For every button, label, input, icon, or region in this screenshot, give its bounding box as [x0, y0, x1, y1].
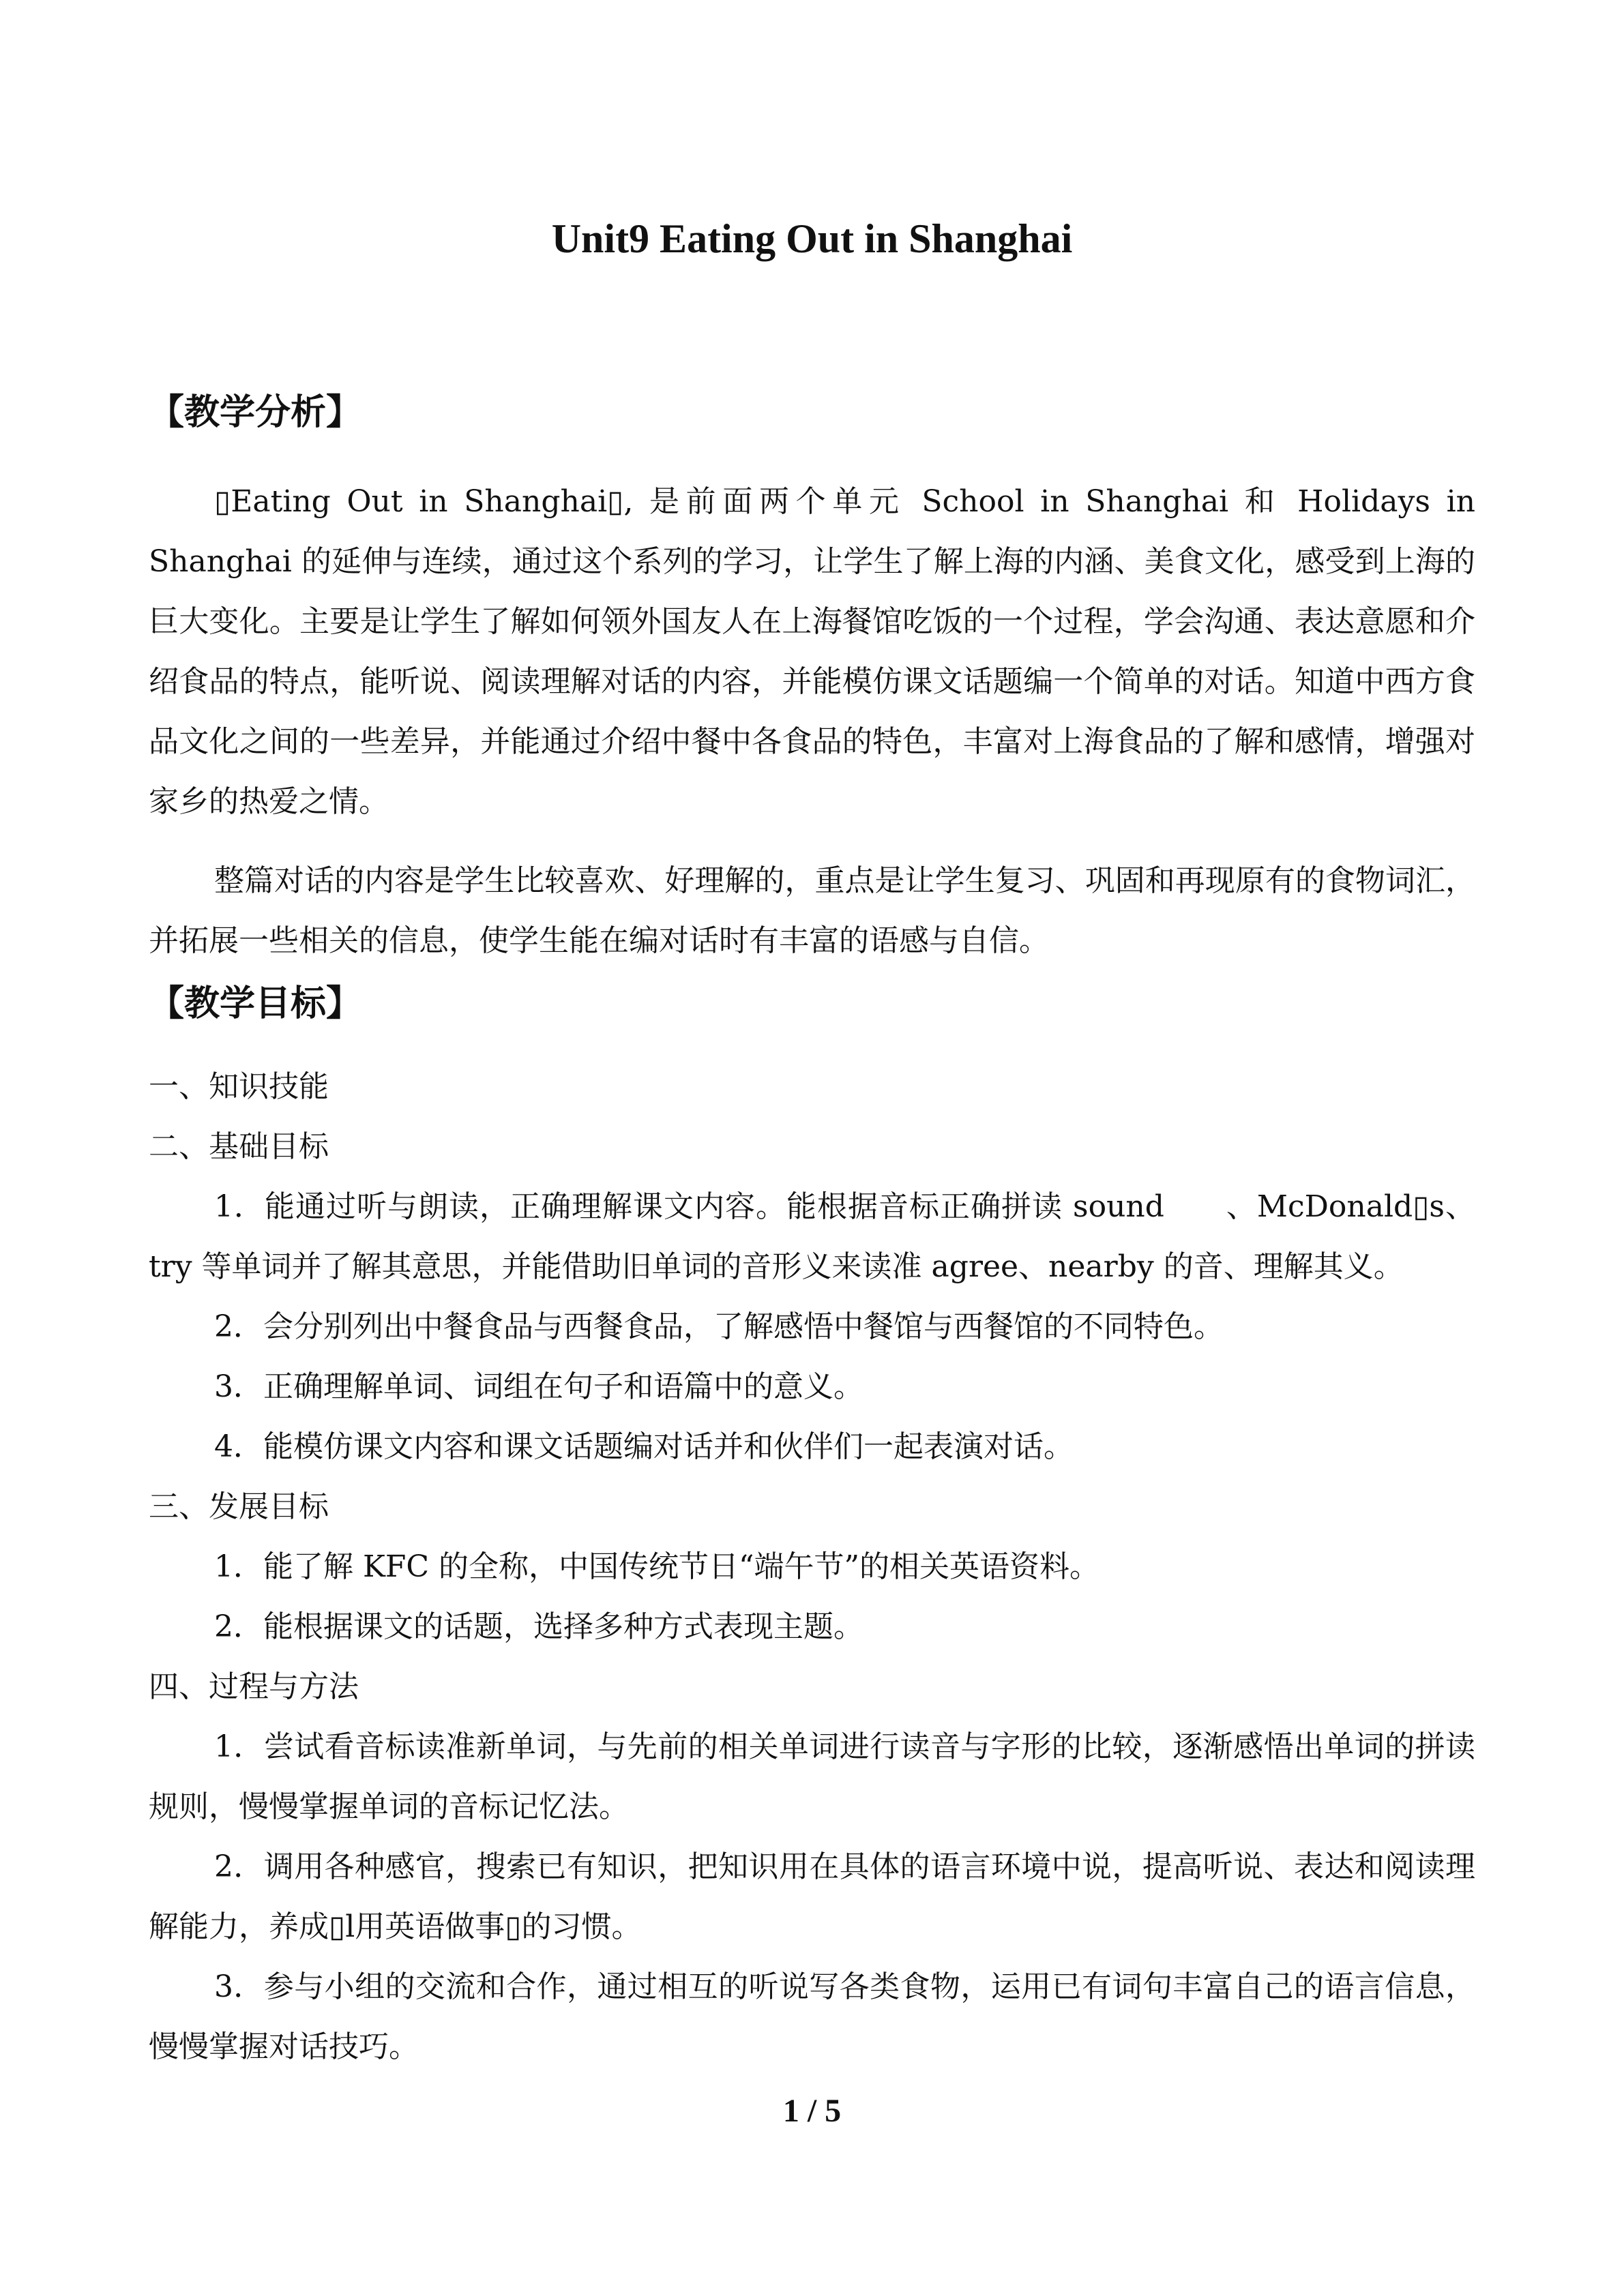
process-item-2: 2．调用各种感官，搜索已有知识，把知识用在具体的语言环境中说，提高听说、表达和阅读理解能力，养成▯l用英语做事▯的习惯。 [149, 1849, 1475, 1944]
basic-goal-item-2: 2．会分别列出中餐食品与西餐食品，了解感悟中餐馆与西餐馆的不同特色。 [214, 1309, 1224, 1344]
development-goal-item-2: 2．能根据课文的话题，选择多种方式表现主题。 [214, 1609, 863, 1644]
basic-goal-item-3: 3．正确理解单词、词组在句子和语篇中的意义。 [214, 1369, 863, 1404]
page-number: 1 / 5 [782, 2093, 842, 2129]
section-process-methods: 四、过程与方法 [149, 1669, 359, 1704]
objectives-heading: 【教学目标】 [149, 983, 362, 1024]
analysis-heading: 【教学分析】 [149, 392, 362, 433]
section-development-goals: 三、发展目标 [149, 1489, 329, 1524]
basic-goal-item-4: 4．能模仿课文内容和课文话题编对话并和伙伴们一起表演对话。 [214, 1429, 1074, 1464]
section-basic-goals: 二、基础目标 [149, 1129, 329, 1164]
basic-goal-item-1: 1．能通过听与朗读，正确理解课文内容。能根据音标正确拼读 sound 、McDonald▯s、try 等单词并了解其意思，并能借助旧单词的音形义来读准 agree、nearby 的音、理解其义。 [149, 1189, 1475, 1284]
analysis-paragraph-1: ▯Eating Out in Shanghai▯, 是前面两个单元 School in Shanghai 和 Holidays in Shanghai 的延伸与连续，通过这个系列的学习，让学生了解上海的内涵、美食文化，感受到上海的巨大变化。主要是让学生了解如何领外国友人在上海餐馆吃饭的一个过程，学会沟通、表达意愿和介绍食品的特点，能听说、阅读理解对话的内容，并能模仿课文话题编一个简单的对话。知道中西方食品文化之间的一些差异，并能通过介绍中餐中各食品的特色，丰富对上海食品的了解和感情，增强对家乡的热爱之情。 [149, 484, 1475, 819]
document-title: Unit9 Eating Out in Shanghai [551, 216, 1073, 261]
development-goal-item-1: 1．能了解 KFC 的全称，中国传统节日“端午节”的相关英语资料。 [214, 1549, 1100, 1584]
section-knowledge-skills: 一、知识技能 [149, 1069, 329, 1104]
process-item-1: 1．尝试看音标读准新单词，与先前的相关单词进行读音与字形的比较，逐渐感悟出单词的拼读规则，慢慢掌握单词的音标记忆法。 [149, 1729, 1475, 1824]
analysis-paragraph-2: 整篇对话的内容是学生比较喜欢、好理解的，重点是让学生复习、巩固和再现原有的食物词汇，并拓展一些相关的信息，使学生能在编对话时有丰富的语感与自信。 [149, 863, 1475, 958]
process-item-3: 3．参与小组的交流和合作，通过相互的听说写各类食物，运用已有词句丰富自己的语言信息，慢慢掌握对话技巧。 [149, 1969, 1475, 2064]
